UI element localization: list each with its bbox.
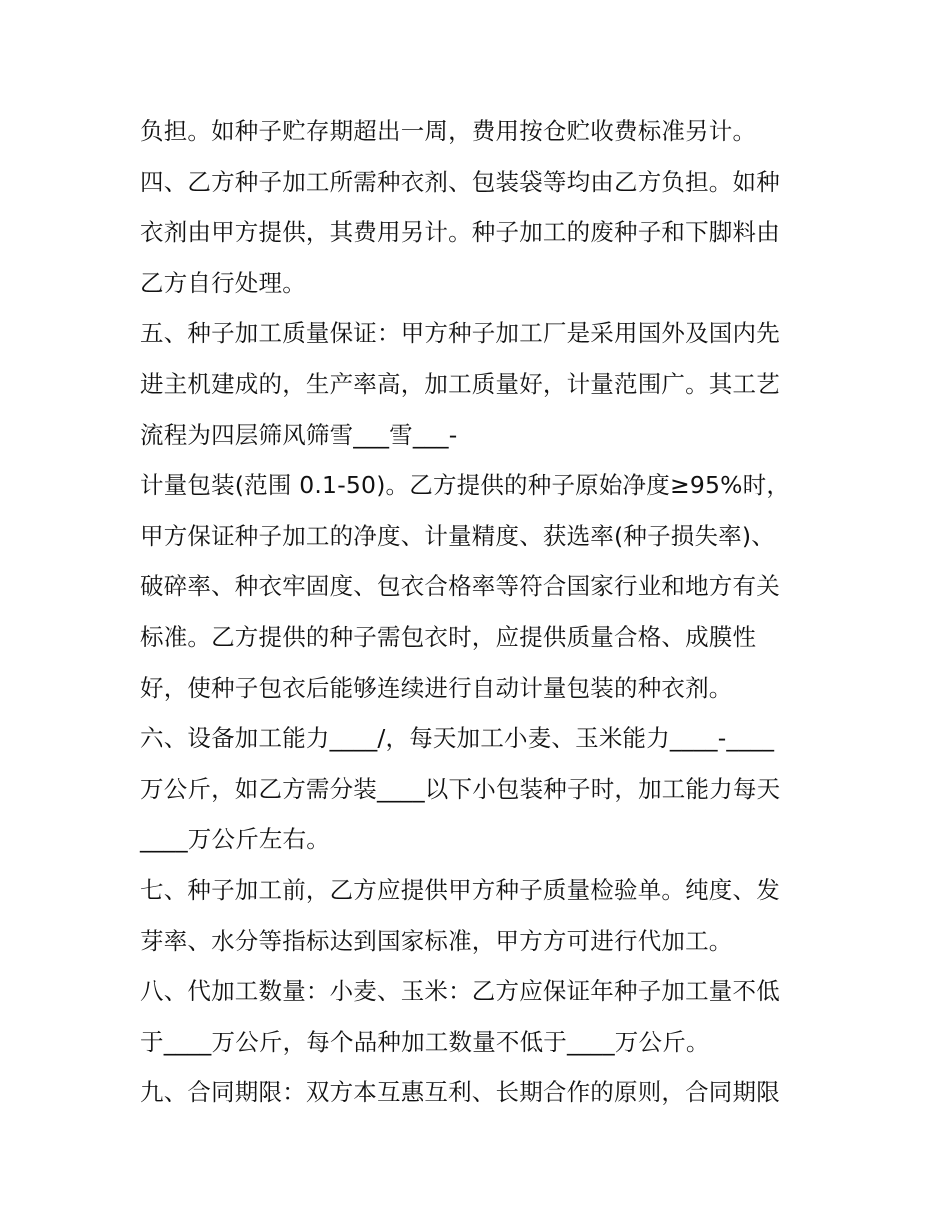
- text-line: ____万公斤左右。: [140, 825, 330, 854]
- text-line: 万公斤，如乙方需分装____以下小包装种子时，加工能力每天: [140, 774, 781, 803]
- text-line: 七、种子加工前，乙方应提供甲方种子质量检验单。纯度、发: [140, 875, 780, 904]
- text-line: 衣剂由甲方提供，其费用另计。种子加工的废种子和下脚料由: [140, 218, 780, 247]
- text-line: 六、设备加工能力____/，每天加工小麦、玉米能力____-____: [140, 724, 775, 753]
- text-line: 甲方保证种子加工的净度、计量精度、获选率(种子损失率)、: [140, 521, 775, 550]
- text-line: 芽率、水分等指标达到国家标准，甲方方可进行代加工。: [140, 926, 733, 955]
- text-line: 标准。乙方提供的种子需包衣时，应提供质量合格、成膜性: [140, 622, 757, 651]
- text-line: 流程为四层筛风筛雪___雪___-: [140, 420, 458, 449]
- text-line: 乙方自行处理。: [140, 268, 306, 297]
- text-line: 好，使种子包衣后能够连续进行自动计量包装的种衣剂。: [140, 673, 733, 702]
- text-line: 计量包装(范围 0.1-50)。乙方提供的种子原始净度≥95%时，: [140, 471, 791, 500]
- text-line: 于____万公斤，每个品种加工数量不低于____万公斤。: [140, 1027, 710, 1056]
- text-line: 进主机建成的，生产率高，加工质量好，计量范围广。其工艺: [140, 369, 780, 398]
- text-line: 破碎率、种衣牢固度、包衣合格率等符合国家行业和地方有关: [140, 572, 780, 601]
- text-line: 五、种子加工质量保证：甲方种子加工厂是采用国外及国内先: [140, 319, 780, 348]
- contract-body-text: [140, 106, 830, 1118]
- text-line: 负担。如种子贮存期超出一周，费用按仓贮收费标准另计。: [140, 117, 757, 145]
- text-line: 八、代加工数量：小麦、玉米：乙方应保证年种子加工量不低: [140, 977, 780, 1006]
- text-line: 四、乙方种子加工所需种衣剂、包装袋等均由乙方负担。如种: [140, 167, 780, 196]
- text-line: 九、合同期限：双方本互惠互利、长期合作的原则，合同期限: [140, 1078, 780, 1107]
